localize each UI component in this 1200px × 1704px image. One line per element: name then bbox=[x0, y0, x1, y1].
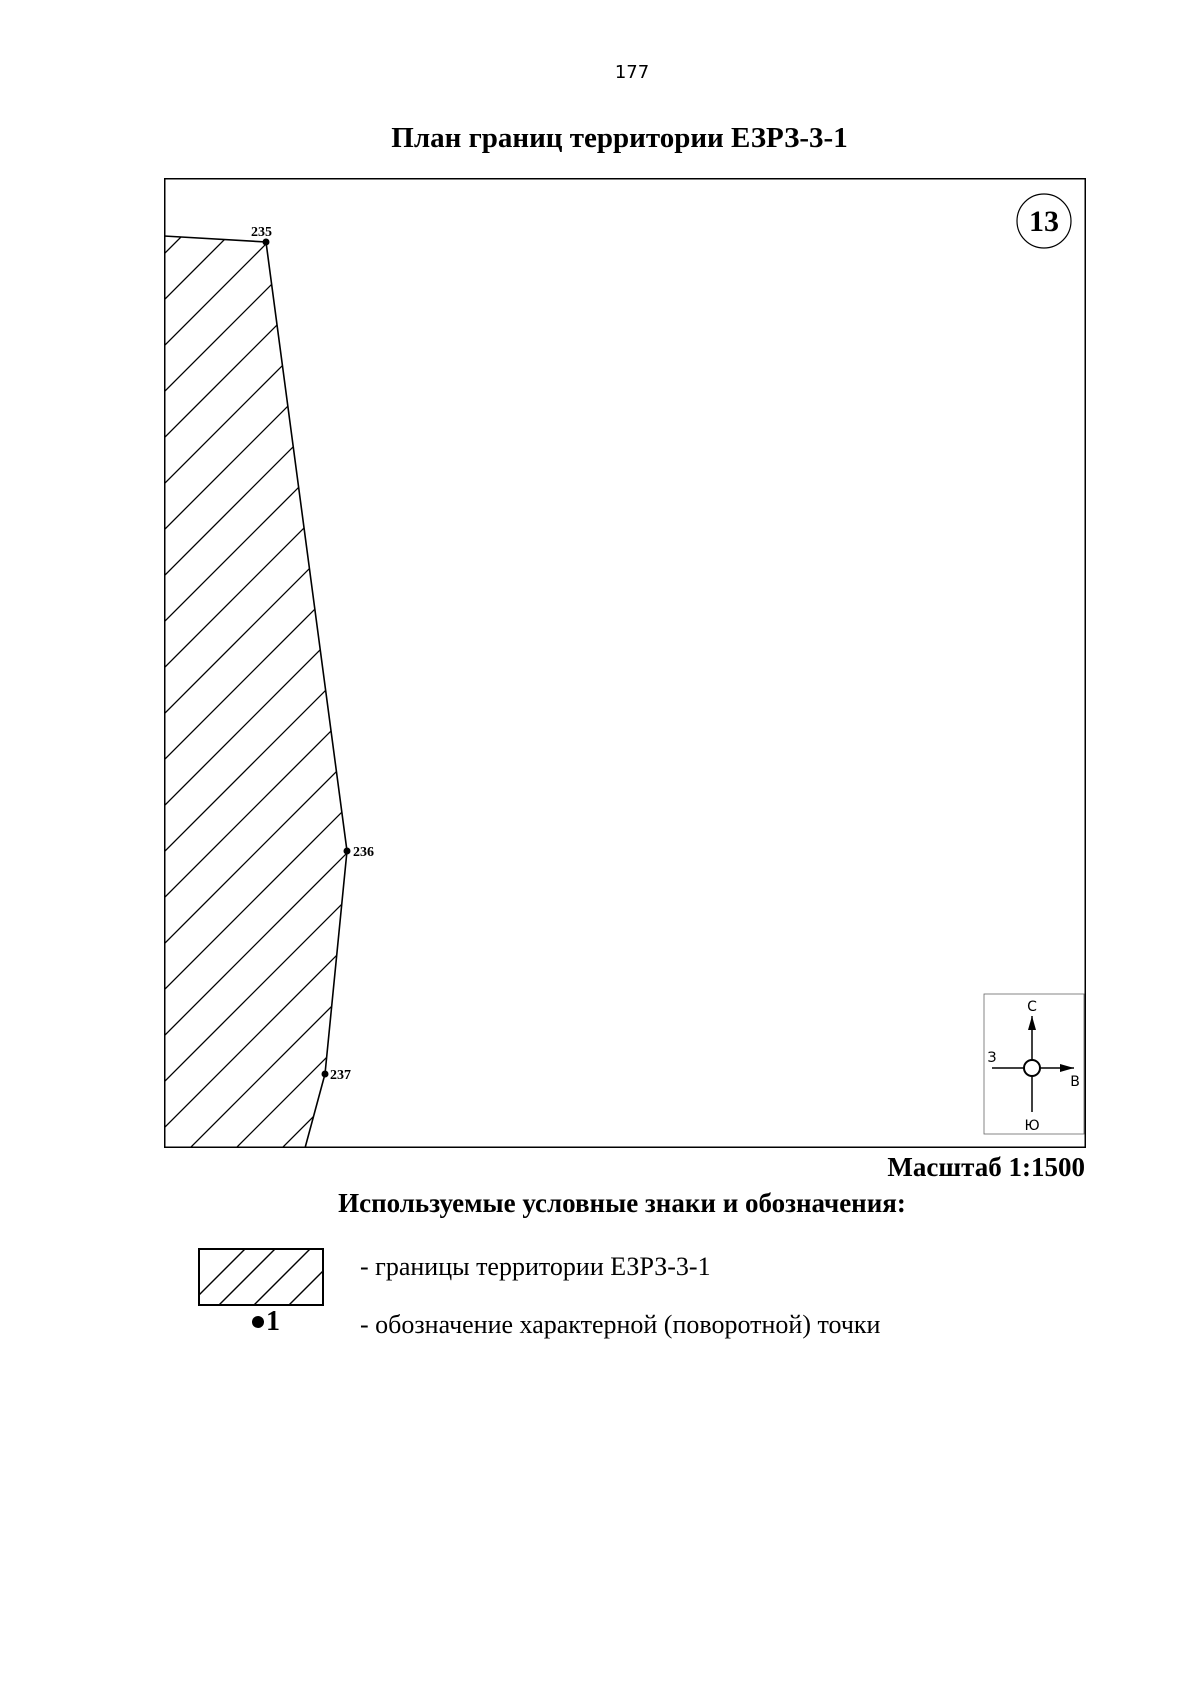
compass-west-label: З bbox=[987, 1050, 997, 1066]
hatch-line bbox=[164, 1104, 464, 1148]
compass-south-label: Ю bbox=[1024, 1118, 1040, 1134]
map-border bbox=[165, 179, 1086, 1148]
hatch-line bbox=[164, 1058, 464, 1148]
hatch-line bbox=[164, 178, 464, 392]
legend-point-label: 1 bbox=[266, 1306, 280, 1337]
hatch-line bbox=[164, 414, 464, 714]
compass-north-label: С bbox=[1027, 999, 1037, 1015]
legend-point-symbol bbox=[252, 1306, 280, 1338]
page-title: План границ территории ЕЗРЗ-3-1 bbox=[391, 122, 848, 154]
legend-item-point: - обозначение характерной (поворотной) точки bbox=[360, 1310, 881, 1339]
hatch-line bbox=[164, 874, 464, 1148]
scale-label: Масштаб 1:1500 bbox=[887, 1152, 1085, 1182]
hatch-line bbox=[164, 230, 464, 530]
hatch-line bbox=[164, 644, 464, 944]
hatch-line bbox=[164, 782, 464, 1082]
hatch-line bbox=[164, 178, 464, 346]
hatch-line bbox=[164, 460, 464, 760]
sheet-number: 13 bbox=[1029, 205, 1059, 238]
hatch-line bbox=[164, 506, 464, 806]
point-label-235: 235 bbox=[251, 225, 272, 240]
map-frame bbox=[164, 178, 1086, 1148]
legend-item-territory: - границы территории ЕЗРЗ-3-1 bbox=[360, 1252, 711, 1281]
point-label-237: 237 bbox=[330, 1068, 351, 1083]
hatch-line bbox=[164, 966, 464, 1148]
hatch-line bbox=[164, 322, 464, 622]
compass-east-label: В bbox=[1070, 1074, 1080, 1090]
hatch-line bbox=[164, 178, 464, 254]
legend-title: Используемые условные знаки и обозначения: bbox=[338, 1188, 906, 1218]
hatch-line bbox=[164, 828, 464, 1128]
territory-boundary bbox=[164, 236, 347, 1148]
turning-point-236 bbox=[344, 845, 375, 860]
hatch-line bbox=[164, 598, 464, 898]
hatch-line bbox=[164, 368, 464, 668]
sheet-number-badge bbox=[1017, 194, 1071, 248]
hatch-line bbox=[164, 690, 464, 990]
hatch-line bbox=[164, 184, 464, 484]
point-marker-icon bbox=[252, 1316, 264, 1328]
legend-hatched-area-swatch bbox=[198, 1248, 324, 1306]
hatch-line bbox=[164, 178, 464, 208]
hatch-line bbox=[164, 276, 464, 576]
hatch-line bbox=[164, 736, 464, 1036]
compass-rose bbox=[984, 994, 1084, 1134]
page-number: 177 bbox=[614, 62, 650, 83]
territory-area bbox=[164, 178, 464, 1148]
hatch-line bbox=[164, 178, 464, 438]
hatch-line bbox=[164, 1012, 464, 1148]
point-label-236: 236 bbox=[353, 845, 374, 860]
